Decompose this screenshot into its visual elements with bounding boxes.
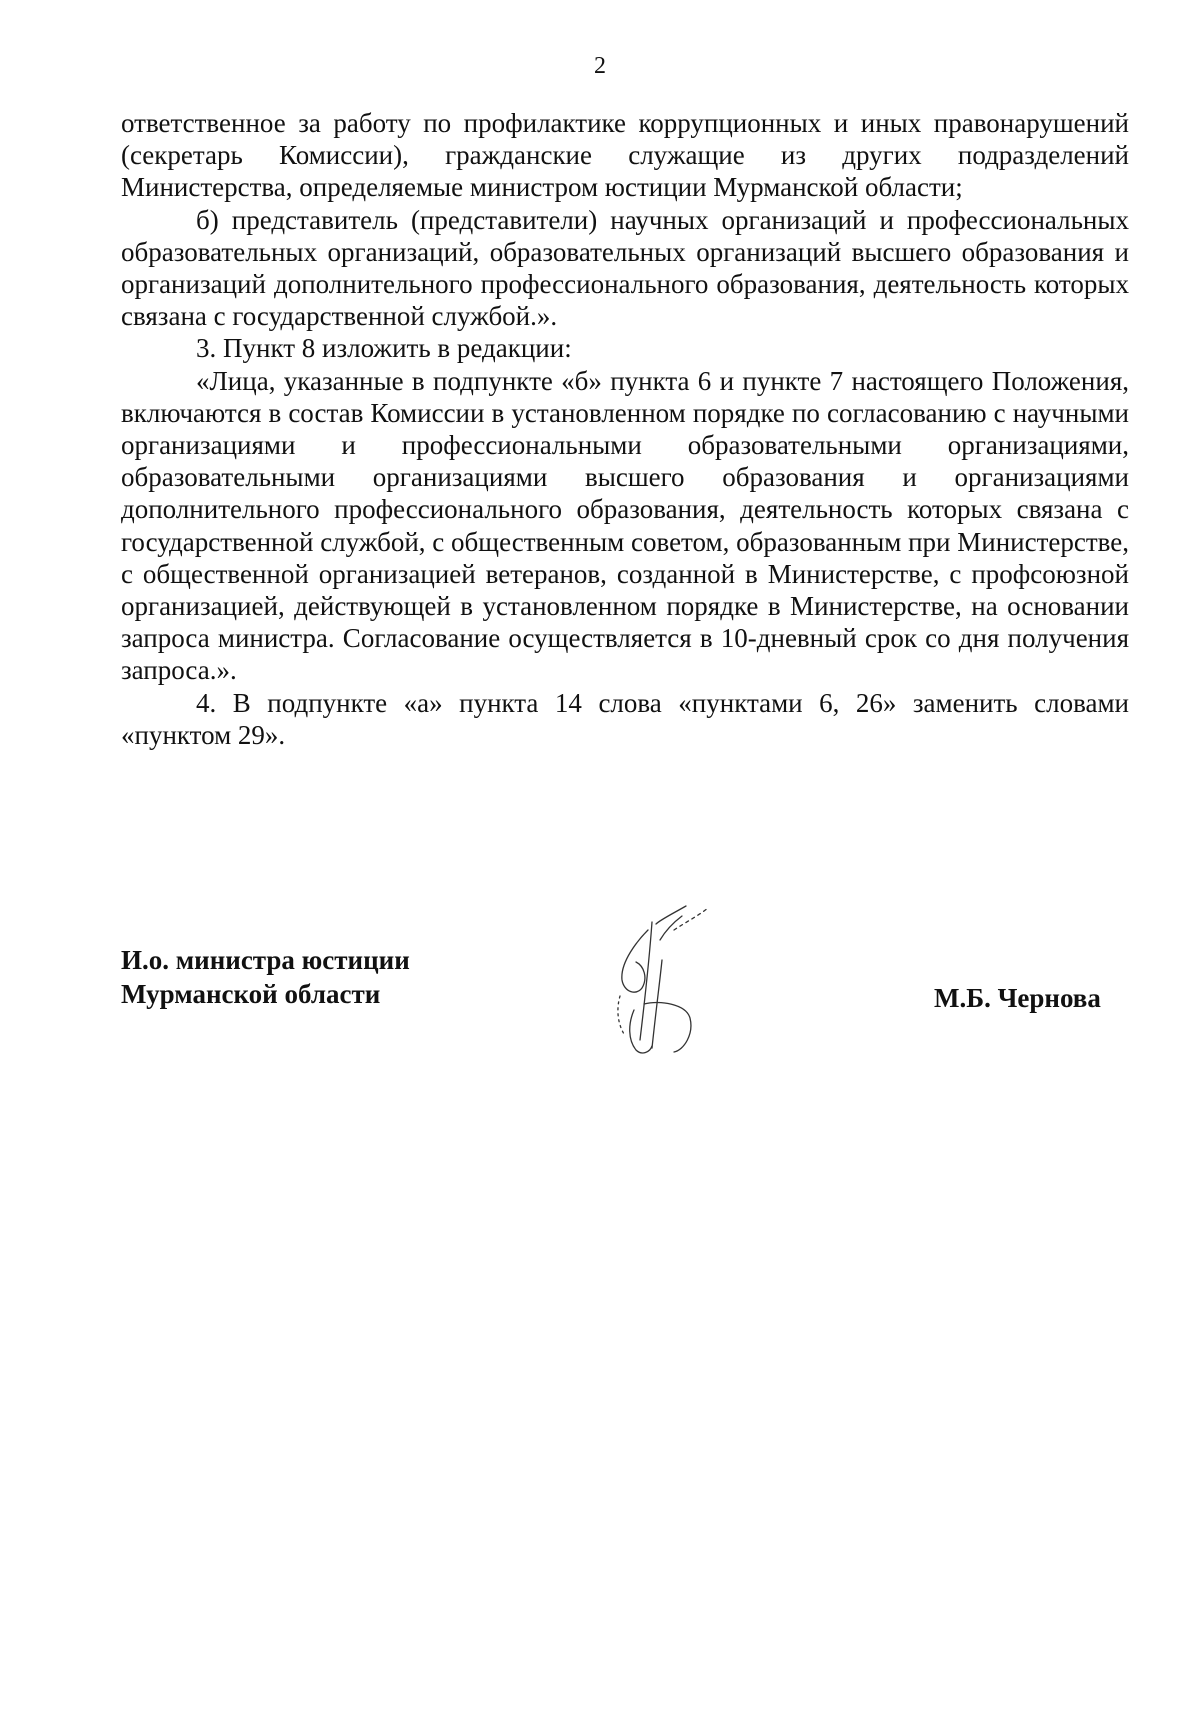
signer-title: [121, 943, 410, 1011]
signer-title-line-2: Мурманской области: [121, 979, 381, 1009]
paragraph-item-3-text: «Лица, указанные в подпункте «б» пункта 6 и пункте 7 настоящего Положения, включаются в состав Комиссии в установленном порядке по согласованию с научными организациями и профессиональными образовательными организациями, образовательными организациями высшего образования и организациями дополнительного профессионального образования, деятельность которых связана с государственной службой, с общественным советом, образованным при Министерстве, с общественной организацией ветеранов, созданной в Министерстве, с профсоюзной организацией, действующей в установленном порядке в Министерстве, на основании запроса министра. Согласование осуществляется в 10-дневный срок со дня получения запроса.».: [121, 365, 1129, 686]
page-number: 2: [594, 53, 606, 79]
paragraph-item-3: 3. Пункт 8 изложить в редакции:: [196, 333, 572, 364]
signer-title-line-1: И.о. министра юстиции: [121, 945, 410, 975]
document-body: [121, 107, 1129, 751]
signer-name: М.Б. Чернова: [934, 983, 1101, 1013]
paragraph-continuation: ответственное за работу по профилактике коррупционных и иных правонарушений (секретарь Комиссии), гражданские служащие из других подразделений Министерства, определяемые министром юстиции Мурманской области;: [121, 108, 1129, 203]
handwritten-signature: [590, 900, 730, 1060]
paragraph-item-b: б) представитель (представители) научных организаций и профессиональных образовательных организаций, образовательных организаций высшего образования и организаций дополнительного профессионального образования, деятельность которых связана с государственной службой.».: [121, 204, 1129, 332]
paragraph-item-4: 4. В подпункте «а» пункта 14 слова «пунктами 6, 26» заменить словами «пунктом 29».: [121, 687, 1129, 750]
